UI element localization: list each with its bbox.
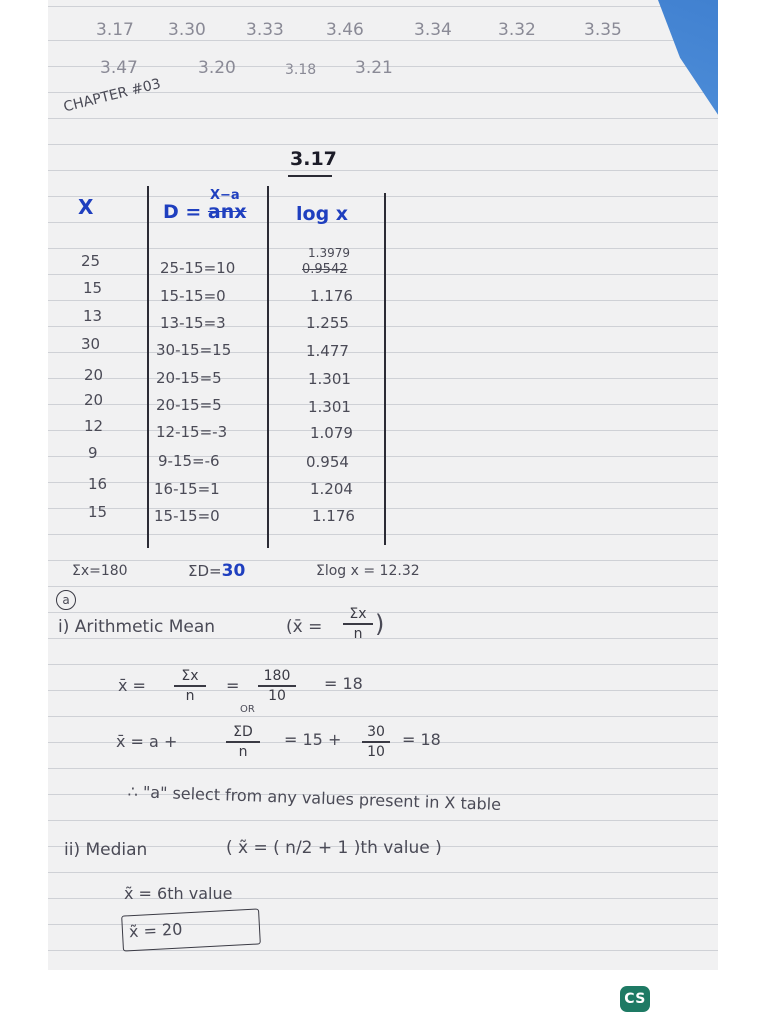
cell-log: 1.301 — [308, 398, 351, 416]
median-heading: ii) Median — [64, 840, 148, 860]
cell-d: 30-15=15 — [156, 341, 232, 359]
column-header-d — [163, 201, 247, 223]
cell-x: 13 — [83, 307, 103, 325]
problem-number: 3.47 — [100, 58, 138, 78]
cell-x: 15 — [83, 279, 103, 297]
numerator: Σx — [349, 606, 367, 622]
column-header-log: log x — [296, 203, 349, 225]
problem-number: 3.30 — [168, 20, 206, 40]
cell-log: 1.3979 — [308, 246, 350, 260]
or-label: OR — [240, 704, 255, 715]
fraction-bar — [258, 685, 296, 687]
cell-x: 25 — [81, 252, 101, 270]
scanner-badge-text: CS — [624, 991, 646, 1007]
mean-line2-fraction-values — [362, 724, 390, 760]
mean-line2-fraction — [226, 724, 260, 760]
mean-line1-fraction-values — [258, 668, 296, 704]
mean-line2-result: = 18 — [402, 730, 441, 749]
fraction-bar — [174, 685, 206, 687]
mean-line2-mid: = 15 + — [284, 730, 342, 749]
cell-x: 20 — [84, 391, 104, 409]
closing-paren: ) — [375, 610, 385, 638]
problem-number: 3.21 — [355, 58, 393, 78]
column-header-d-top: X−a — [210, 188, 240, 203]
cell-log: 1.079 — [310, 424, 353, 442]
denominator: 10 — [268, 687, 286, 704]
cell-x: 20 — [84, 366, 104, 384]
denominator: 10 — [367, 743, 385, 760]
sum-d — [188, 561, 245, 581]
camscanner-logo — [620, 986, 650, 1012]
problem-number: 3.20 — [198, 58, 236, 78]
cell-log: 1.477 — [306, 342, 349, 360]
part-a-marker — [56, 590, 76, 610]
table-divider — [147, 186, 149, 548]
cell-log-struck: 0.9542 — [302, 262, 348, 277]
problem-number: 3.33 — [246, 20, 284, 40]
cell-d: 20-15=5 — [156, 369, 222, 387]
part-a-label: a — [62, 593, 70, 607]
cell-d: 12-15=-3 — [156, 423, 228, 441]
cell-log: 1.176 — [312, 507, 355, 525]
fraction-bar — [343, 623, 373, 625]
mean-line1-lhs: x̄ = — [118, 676, 146, 695]
sum-x: Σx=180 — [72, 563, 128, 579]
numerator: Σx — [181, 668, 199, 684]
cell-log: 1.176 — [310, 287, 353, 305]
struck-text: anx — [207, 201, 247, 223]
cell-x: 30 — [81, 335, 101, 353]
cell-d: 13-15=3 — [160, 314, 226, 332]
page-corner-background — [658, 0, 718, 165]
cell-d: 25-15=10 — [160, 259, 236, 277]
mean-line2-lhs: x̄ = a + — [116, 732, 178, 751]
median-result-box — [121, 908, 261, 951]
cell-log: 1.204 — [310, 480, 353, 498]
sum-d-label: ΣD= — [188, 562, 222, 580]
problem-number: 3.17 — [96, 20, 134, 40]
chapter-label: CHAPTER #03 — [62, 75, 163, 116]
numerator: 30 — [367, 724, 385, 740]
cell-d: 9-15=-6 — [158, 452, 220, 470]
notebook-page — [48, 0, 718, 970]
cell-x: 16 — [88, 475, 108, 493]
denominator: n — [238, 743, 248, 760]
cell-log: 0.954 — [306, 453, 349, 471]
column-header-x: X — [78, 195, 94, 219]
problem-number: 3.18 — [285, 62, 317, 78]
title-underline — [288, 175, 332, 177]
median-formula: ( x̃ = ( n/2 + 1 )th value ) — [226, 838, 442, 858]
mean-formula-fraction — [343, 606, 373, 642]
problem-number: 3.34 — [414, 20, 452, 40]
mean-line1-result: = 18 — [324, 674, 363, 693]
problem-number: 3.32 — [498, 20, 536, 40]
sum-d-value: 30 — [221, 561, 246, 581]
mean-heading: i) Arithmetic Mean — [58, 617, 216, 637]
cell-log: 1.301 — [308, 370, 351, 388]
problem-number: 3.35 — [584, 20, 622, 40]
mean-line1-fraction — [174, 668, 206, 704]
cell-d: 15-15=0 — [160, 287, 226, 305]
cell-x: 12 — [84, 417, 104, 435]
denominator: n — [185, 687, 195, 704]
fraction-bar — [362, 741, 390, 743]
mean-note: ∴ "a" select from any values present in X table — [127, 782, 502, 815]
cell-x: 15 — [88, 503, 108, 521]
sum-log: Σlog x = 12.32 — [316, 563, 420, 579]
mean-line1-equals: = — [226, 676, 240, 695]
cell-d: 16-15=1 — [154, 480, 220, 498]
problem-number: 3.46 — [326, 20, 364, 40]
numerator: ΣD — [233, 724, 253, 740]
fraction-bar — [226, 741, 260, 743]
table-divider — [384, 193, 386, 545]
mean-formula-lhs: (x̄ = — [286, 617, 323, 637]
cell-d: 20-15=5 — [156, 396, 222, 414]
denominator: n — [353, 625, 363, 642]
table-divider — [267, 186, 269, 548]
cell-x: 9 — [88, 444, 98, 462]
column-header-d-label: D = — [163, 201, 208, 223]
numerator: 180 — [263, 668, 291, 684]
problem-title: 3.17 — [290, 148, 337, 170]
median-line1: x̃ = 6th value — [124, 884, 233, 903]
cell-log: 1.255 — [306, 314, 349, 332]
cell-d: 15-15=0 — [154, 507, 220, 525]
median-line2: x̃ = 20 — [128, 919, 183, 942]
